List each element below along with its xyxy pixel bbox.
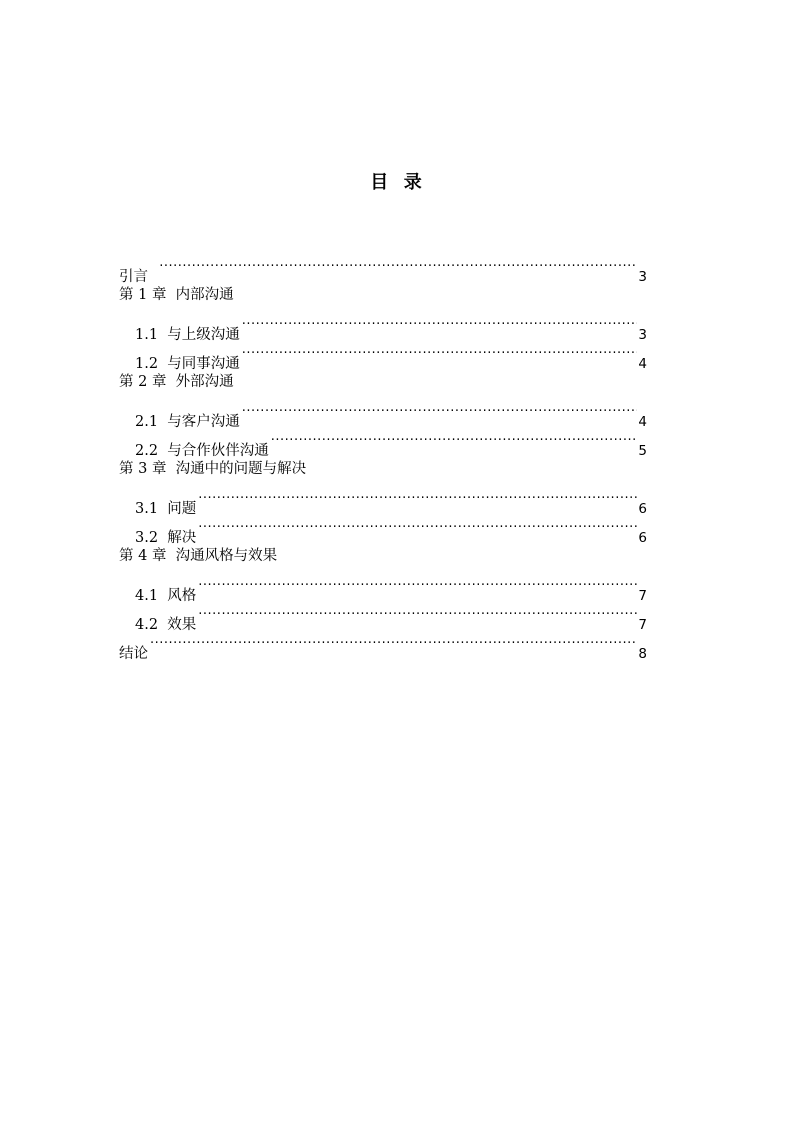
toc-page-number: 7 (638, 588, 647, 604)
toc-entry-conclusion[interactable] (119, 629, 647, 662)
toc-page-number: 3 (638, 269, 647, 285)
toc-page-number: 6 (638, 530, 647, 546)
table-of-contents (119, 252, 647, 662)
toc-dot-leader (198, 571, 637, 600)
toc-entry-section-3-2[interactable] (119, 513, 647, 546)
toc-dot-leader (150, 629, 637, 658)
toc-entry-label: 第 2 章 外部沟通 (119, 374, 234, 390)
toc-entry-label: 4.2 效果 (135, 617, 197, 633)
toc-dot-leader (198, 484, 637, 513)
toc-entry-chapter-2[interactable] (119, 368, 647, 397)
toc-entry-label: 3.2 解决 (135, 530, 197, 546)
toc-entry-label: 2.2 与合作伙伴沟通 (135, 443, 269, 459)
toc-entry-label: 2.1 与客户沟通 (135, 414, 240, 430)
toc-page-number: 6 (638, 501, 647, 517)
toc-entry-introduction[interactable] (119, 252, 647, 285)
toc-dot-leader (198, 600, 637, 629)
toc-entry-label: 1.1 与上级沟通 (135, 327, 240, 343)
toc-entry-section-3-1[interactable] (119, 484, 647, 517)
toc-entry-section-4-1[interactable] (119, 571, 647, 604)
toc-entry-label: 结论 (119, 646, 148, 662)
toc-entry-section-4-2[interactable] (119, 600, 647, 633)
toc-page-number: 4 (638, 414, 647, 430)
toc-entry-section-1-1[interactable] (119, 310, 647, 343)
toc-entry-label: 引言 (119, 269, 158, 285)
toc-dot-leader (271, 426, 638, 455)
toc-entry-label: 4.1 风格 (135, 588, 197, 604)
toc-entry-section-2-1[interactable] (119, 397, 647, 430)
toc-page-number: 8 (638, 646, 647, 662)
toc-dot-leader (242, 310, 638, 339)
toc-dot-leader (159, 252, 637, 281)
toc-page-number: 5 (638, 443, 647, 459)
toc-entry-label: 第 4 章 沟通风格与效果 (119, 548, 278, 564)
toc-entry-label: 1.2 与同事沟通 (135, 356, 240, 372)
toc-page-number: 3 (638, 327, 647, 343)
toc-entry-chapter-1[interactable] (119, 281, 647, 310)
toc-entry-label: 3.1 问题 (135, 501, 197, 517)
toc-dot-leader (242, 397, 638, 426)
toc-entry-chapter-3[interactable] (119, 455, 647, 484)
toc-dot-leader (242, 339, 638, 368)
toc-page-number: 7 (638, 617, 647, 633)
toc-entry-label: 第 3 章 沟通中的问题与解决 (119, 461, 307, 477)
toc-entry-chapter-4[interactable] (119, 542, 647, 571)
toc-entry-label: 第 1 章 内部沟通 (119, 287, 234, 303)
page-title: 目 录 (370, 172, 423, 193)
toc-page-number: 4 (638, 356, 647, 372)
toc-dot-leader (198, 513, 637, 542)
